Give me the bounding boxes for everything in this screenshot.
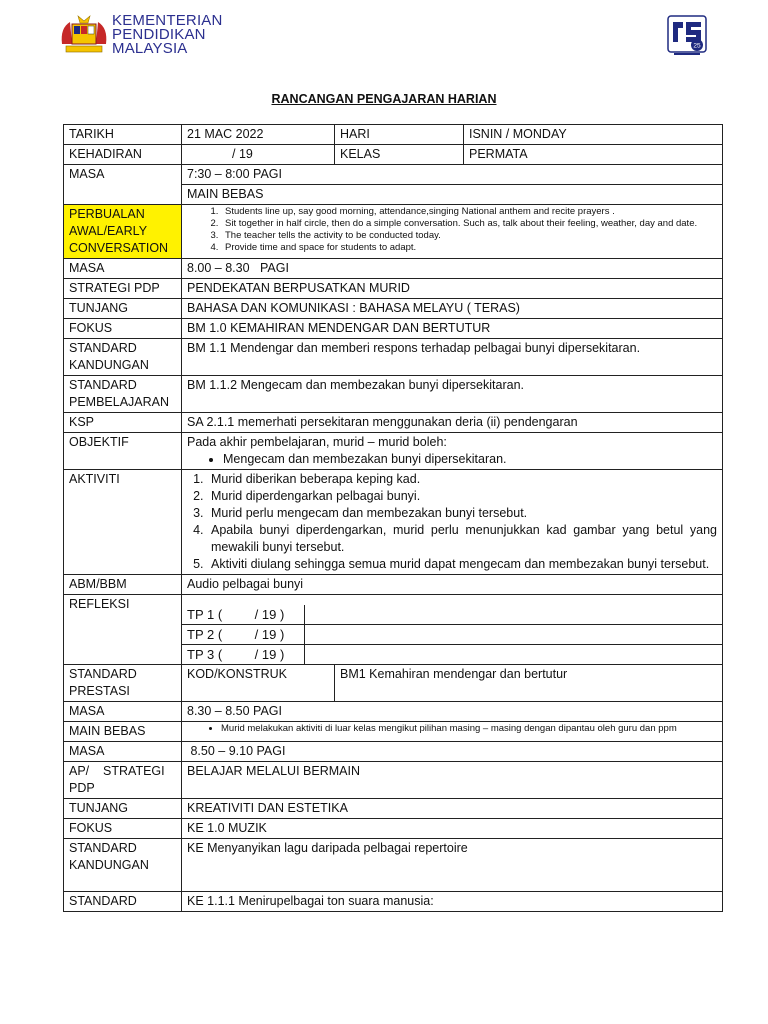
table-row xyxy=(64,702,723,722)
malaysia-coat-of-arms-logo xyxy=(58,14,110,56)
table-row xyxy=(182,625,722,645)
table-row xyxy=(64,762,723,799)
tp3-cell xyxy=(305,645,723,665)
table-row xyxy=(64,595,723,665)
ministry-line-1: KEMENTERIAN xyxy=(112,12,223,29)
table-row xyxy=(182,645,722,665)
masa-value: 8.50 – 9.10 PAGI xyxy=(182,742,723,762)
table-row xyxy=(64,433,723,470)
table-row xyxy=(182,605,722,625)
main-bebas-content xyxy=(182,722,723,742)
table-row xyxy=(64,319,723,339)
list-item: 2. Sit together in half circle, then do a simple conversation. Such as, talk about their feeling, weather, day and date. xyxy=(221,218,717,230)
refleksi-content xyxy=(182,595,723,665)
table-row xyxy=(64,259,723,279)
table-row xyxy=(64,205,723,259)
tp2-label: TP 2 ( / 19 ) xyxy=(182,625,305,645)
tarikh-label: TARIKH xyxy=(64,125,182,145)
tp1-label: TP 1 ( / 19 ) xyxy=(182,605,305,625)
list-item: • Murid melakukan aktiviti di luar kelas mengikut pilihan masing – masing dengan dipantau oleh guru dan ppm xyxy=(221,723,717,735)
refleksi-label: REFLEKSI xyxy=(64,595,182,665)
abm-label: ABM/BBM xyxy=(64,575,182,595)
list-item: 1. Students line up, say good morning, attendance,singing National anthem and recite prayers . xyxy=(221,206,717,218)
list-item: 3. The teacher tells the activity to be conducted today. xyxy=(221,230,717,242)
standard-kandungan-value: KE Menyanyikan lagu daripada pelbagai repertoire xyxy=(182,839,723,892)
school-25-logo xyxy=(666,14,708,58)
kehadiran-label: KEHADIRAN xyxy=(64,145,182,165)
tunjang-label: TUNJANG xyxy=(64,299,182,319)
masa-value: 7:30 – 8:00 PAGI xyxy=(182,165,723,185)
lesson-plan-table xyxy=(63,124,723,912)
ap-strategi-value: BELAJAR MELALUI BERMAIN xyxy=(182,762,723,799)
tunjang-value: BAHASA DAN KOMUNIKASI : BAHASA MELAYU ( TERAS) xyxy=(182,299,723,319)
tp2-cell xyxy=(305,625,723,645)
table-row xyxy=(64,165,723,185)
masa-label: MASA xyxy=(64,259,182,279)
list-item: 3. Murid perlu mengecam dan membezakan bunyi tersebut. xyxy=(207,505,717,522)
kod-value: BM1 Kemahiran mendengar dan bertutur xyxy=(335,665,723,702)
table-row xyxy=(64,125,723,145)
list-item: 5. Aktiviti diulang sehingga semua murid dapat mengecam dan membezakan bunyi tersebut. xyxy=(207,556,717,573)
kelas-value: PERMATA xyxy=(464,145,723,165)
table-row xyxy=(64,279,723,299)
ministry-wordmark xyxy=(112,14,223,56)
list-item: 2. Murid diperdengarkan pelbagai bunyi. xyxy=(207,488,717,505)
main-bebas-list xyxy=(187,723,717,735)
tunjang-value: KREATIVITI DAN ESTETIKA xyxy=(182,799,723,819)
perbualan-list xyxy=(187,206,717,254)
table-row xyxy=(64,742,723,762)
main-bebas-heading: MAIN BEBAS xyxy=(182,185,723,205)
table-row xyxy=(64,413,723,433)
kelas-label: KELAS xyxy=(335,145,464,165)
masa-value: 8.00 – 8.30 PAGI xyxy=(182,259,723,279)
tp-table xyxy=(182,605,722,664)
page-title: RANCANGAN PENGAJARAN HARIAN xyxy=(271,92,497,106)
ministry-line-3: MALAYSIA xyxy=(112,40,188,57)
abm-value: Audio pelbagai bunyi xyxy=(182,575,723,595)
aktiviti-content xyxy=(182,470,723,575)
ksp-label: KSP xyxy=(64,413,182,433)
table-row xyxy=(64,299,723,319)
tunjang-label: TUNJANG xyxy=(64,799,182,819)
fokus-value: BM 1.0 KEMAHIRAN MENDENGAR DAN BERTUTUR xyxy=(182,319,723,339)
objektif-content xyxy=(182,433,723,470)
hari-label: HARI xyxy=(335,125,464,145)
standard-label: STANDARD xyxy=(64,892,182,912)
perbualan-activities xyxy=(182,205,723,259)
ministry-line-2: PENDIDIKAN xyxy=(112,26,206,43)
table-row xyxy=(64,145,723,165)
table-row xyxy=(64,839,723,892)
masa-label: MASA xyxy=(64,742,182,762)
standard-pembelajaran-value: BM 1.1.2 Mengecam dan membezakan bunyi dipersekitaran. xyxy=(182,376,723,413)
table-row xyxy=(64,892,723,912)
logo-number: 25 xyxy=(693,42,701,50)
standard-value: KE 1.1.1 Menirupelbagai ton suara manusia: xyxy=(182,892,723,912)
standard-prestasi-label: STANDARD PRESTASI xyxy=(64,665,182,702)
table-row xyxy=(64,376,723,413)
list-item: 1. Murid diberikan beberapa keping kad. xyxy=(207,471,717,488)
table-row xyxy=(64,799,723,819)
aktiviti-label: AKTIVITI xyxy=(64,470,182,575)
kod-label: KOD/KONSTRUK xyxy=(182,665,335,702)
list-item: • Mengecam dan membezakan bunyi dipersekitaran. xyxy=(223,451,717,468)
tp1-cell xyxy=(305,605,723,625)
ksp-value: SA 2.1.1 memerhati persekitaran menggunakan deria (ii) pendengaran xyxy=(182,413,723,433)
fokus-label: FOKUS xyxy=(64,819,182,839)
hari-value: ISNIN / MONDAY xyxy=(464,125,723,145)
perbualan-label: PERBUALAN AWAL/EARLY CONVERSATION xyxy=(64,205,182,259)
standard-kandungan-label: STANDARD KANDUNGAN xyxy=(64,339,182,376)
table-row xyxy=(64,819,723,839)
fokus-label: FOKUS xyxy=(64,319,182,339)
standard-kandungan-label: STANDARD KANDUNGAN xyxy=(64,839,182,892)
list-item: 4. Provide time and space for students to adapt. xyxy=(221,242,717,254)
ap-strategi-label: AP/ STRATEGI PDP xyxy=(64,762,182,799)
objektif-intro: Pada akhir pembelajaran, murid – murid boleh: xyxy=(187,435,447,449)
main-bebas-label: MAIN BEBAS xyxy=(64,722,182,742)
table-row xyxy=(64,665,723,702)
table-row xyxy=(64,722,723,742)
tarikh-value: 21 MAC 2022 xyxy=(182,125,335,145)
standard-kandungan-value: BM 1.1 Mendengar dan memberi respons terhadap pelbagai bunyi dipersekitaran. xyxy=(182,339,723,376)
strategi-value: PENDEKATAN BERPUSATKAN MURID xyxy=(182,279,723,299)
strategi-label: STRATEGI PDP xyxy=(64,279,182,299)
masa-label: MASA xyxy=(64,165,182,205)
aktiviti-list xyxy=(187,471,717,573)
kehadiran-value: / 19 xyxy=(182,145,335,165)
document-header xyxy=(0,0,768,70)
objektif-label: OBJEKTIF xyxy=(64,433,182,470)
standard-pembelajaran-label: STANDARD PEMBELAJARAN xyxy=(64,376,182,413)
tp3-label: TP 3 ( / 19 ) xyxy=(182,645,305,665)
table-row xyxy=(64,575,723,595)
objektif-list xyxy=(187,451,717,468)
table-row xyxy=(64,339,723,376)
list-item: 4. Apabila bunyi diperdengarkan, murid perlu menunjukkan kad gambar yang betul yang mewakili bunyi tersebut. xyxy=(207,522,717,556)
masa-value: 8.30 – 8.50 PAGI xyxy=(182,702,723,722)
masa-label: MASA xyxy=(64,702,182,722)
fokus-value: KE 1.0 MUZIK xyxy=(182,819,723,839)
table-row xyxy=(64,470,723,575)
